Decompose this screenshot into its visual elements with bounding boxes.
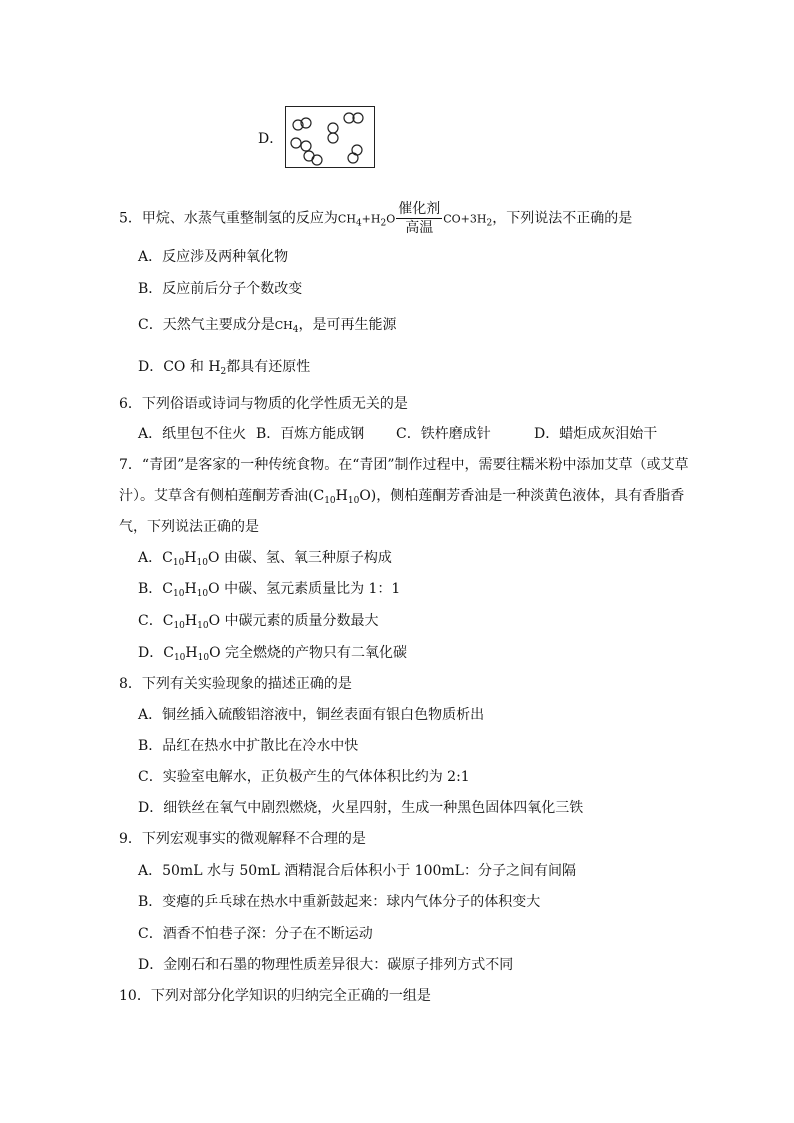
q7-option-d: D．$C_{10}H_{10}O$ 完全燃烧的产物只有二氧化碳 — [138, 645, 408, 663]
q6-option-a: A．纸里包不住火 — [138, 426, 247, 442]
q8-option-c: C．实验室电解水，正负极产生的气体体积比约为 2:1 — [138, 769, 470, 785]
particle — [328, 133, 338, 143]
q7-stem-line-1: 7．“青团”是客家的一种传统食物。在“青团”制作过程中，需要往糯米粉中添加艾草（或艾草 — [119, 457, 689, 473]
particle — [328, 123, 338, 133]
particle — [348, 153, 358, 163]
q5-option-a: A．反应涉及两种氧化物 — [138, 249, 289, 265]
q8-option-a: A．铜丝插入硫酸铝溶液中，铜丝表面有银白色物质析出 — [138, 707, 485, 723]
q6-option-b: B．百炼方能成钢 — [256, 426, 365, 442]
q9-stem: 9．下列宏观事实的微观解释不合理的是 — [119, 831, 366, 847]
q7-stem-line-3: 气，下列说法正确的是 — [119, 519, 259, 535]
q5-option-c: C．天然气主要成分是$CH_4$，是可再生能源 — [138, 317, 397, 335]
q8-stem: 8．下列有关实验现象的描述正确的是 — [119, 676, 352, 692]
q6-options — [138, 424, 678, 444]
q8-option-d: D．细铁丝在氧气中剧烈燃烧，火星四射，生成一种黑色固体四氧化三铁 — [138, 800, 584, 816]
q4-option-d-label: D． — [258, 131, 284, 147]
q5-option-d: D．CO 和 $H_2$都具有还原性 — [138, 359, 311, 377]
q5-stem: 5．甲烷、水蒸气重整制氢的反应为$CH_4+H_2O$ $\frac{\text{催化剂}}{\text{高温}}$ $CO+3H_2$，下列说法不正确的是 — [119, 201, 633, 236]
q8-option-b: B．品红在热水中扩散比在冷水中快 — [138, 738, 359, 754]
particle — [291, 138, 301, 148]
q9-option-c: C．酒香不怕巷子深：分子在不断运动 — [138, 926, 373, 942]
q7-option-c: C．$C_{10}H_{10}O$ 中碳元素的质量分数最大 — [138, 613, 379, 631]
q7-stem-line-2: 汁）。艾草含有侧柏莲酮芳香油$(C_{10}H_{10}O)$，侧柏莲酮芳香油是一种淡黄色液体，具有香脂香 — [119, 488, 685, 506]
q5-option-b: B．反应前后分子个数改变 — [138, 281, 303, 297]
q7-option-b: B．$C_{10}H_{10}O$ 中碳、氢元素质量比为 1：1 — [138, 581, 401, 599]
particle-diagram — [285, 106, 375, 168]
q7-option-a: A．$C_{10}H_{10}O$ 由碳、氢、氧三种原子构成 — [138, 550, 392, 568]
q6-option-c: C．铁杵磨成针 — [396, 426, 491, 442]
q9-option-a: A．50mL 水与 50mL 酒精混合后体积小于 100mL：分子之间有间隔 — [138, 863, 576, 879]
reaction-condition: $\frac{\text{催化剂}}{\text{高温}}$ — [398, 201, 441, 236]
particle-diagram-svg — [286, 107, 374, 167]
q9-option-b: B．变瘪的乒乓球在热水中重新鼓起来：球内气体分子的体积变大 — [138, 894, 541, 910]
q10-stem: 10．下列对部分化学知识的归纳完全正确的一组是 — [119, 988, 431, 1004]
q9-option-d: D．金刚石和石墨的物理性质差异很大：碳原子排列方式不同 — [138, 957, 514, 973]
q6-option-d: D．蜡炬成灰泪始干 — [534, 426, 658, 442]
particle — [301, 141, 311, 151]
particle — [312, 155, 322, 165]
q6-stem: 6．下列俗语或诗词与物质的化学性质无关的是 — [119, 396, 408, 412]
